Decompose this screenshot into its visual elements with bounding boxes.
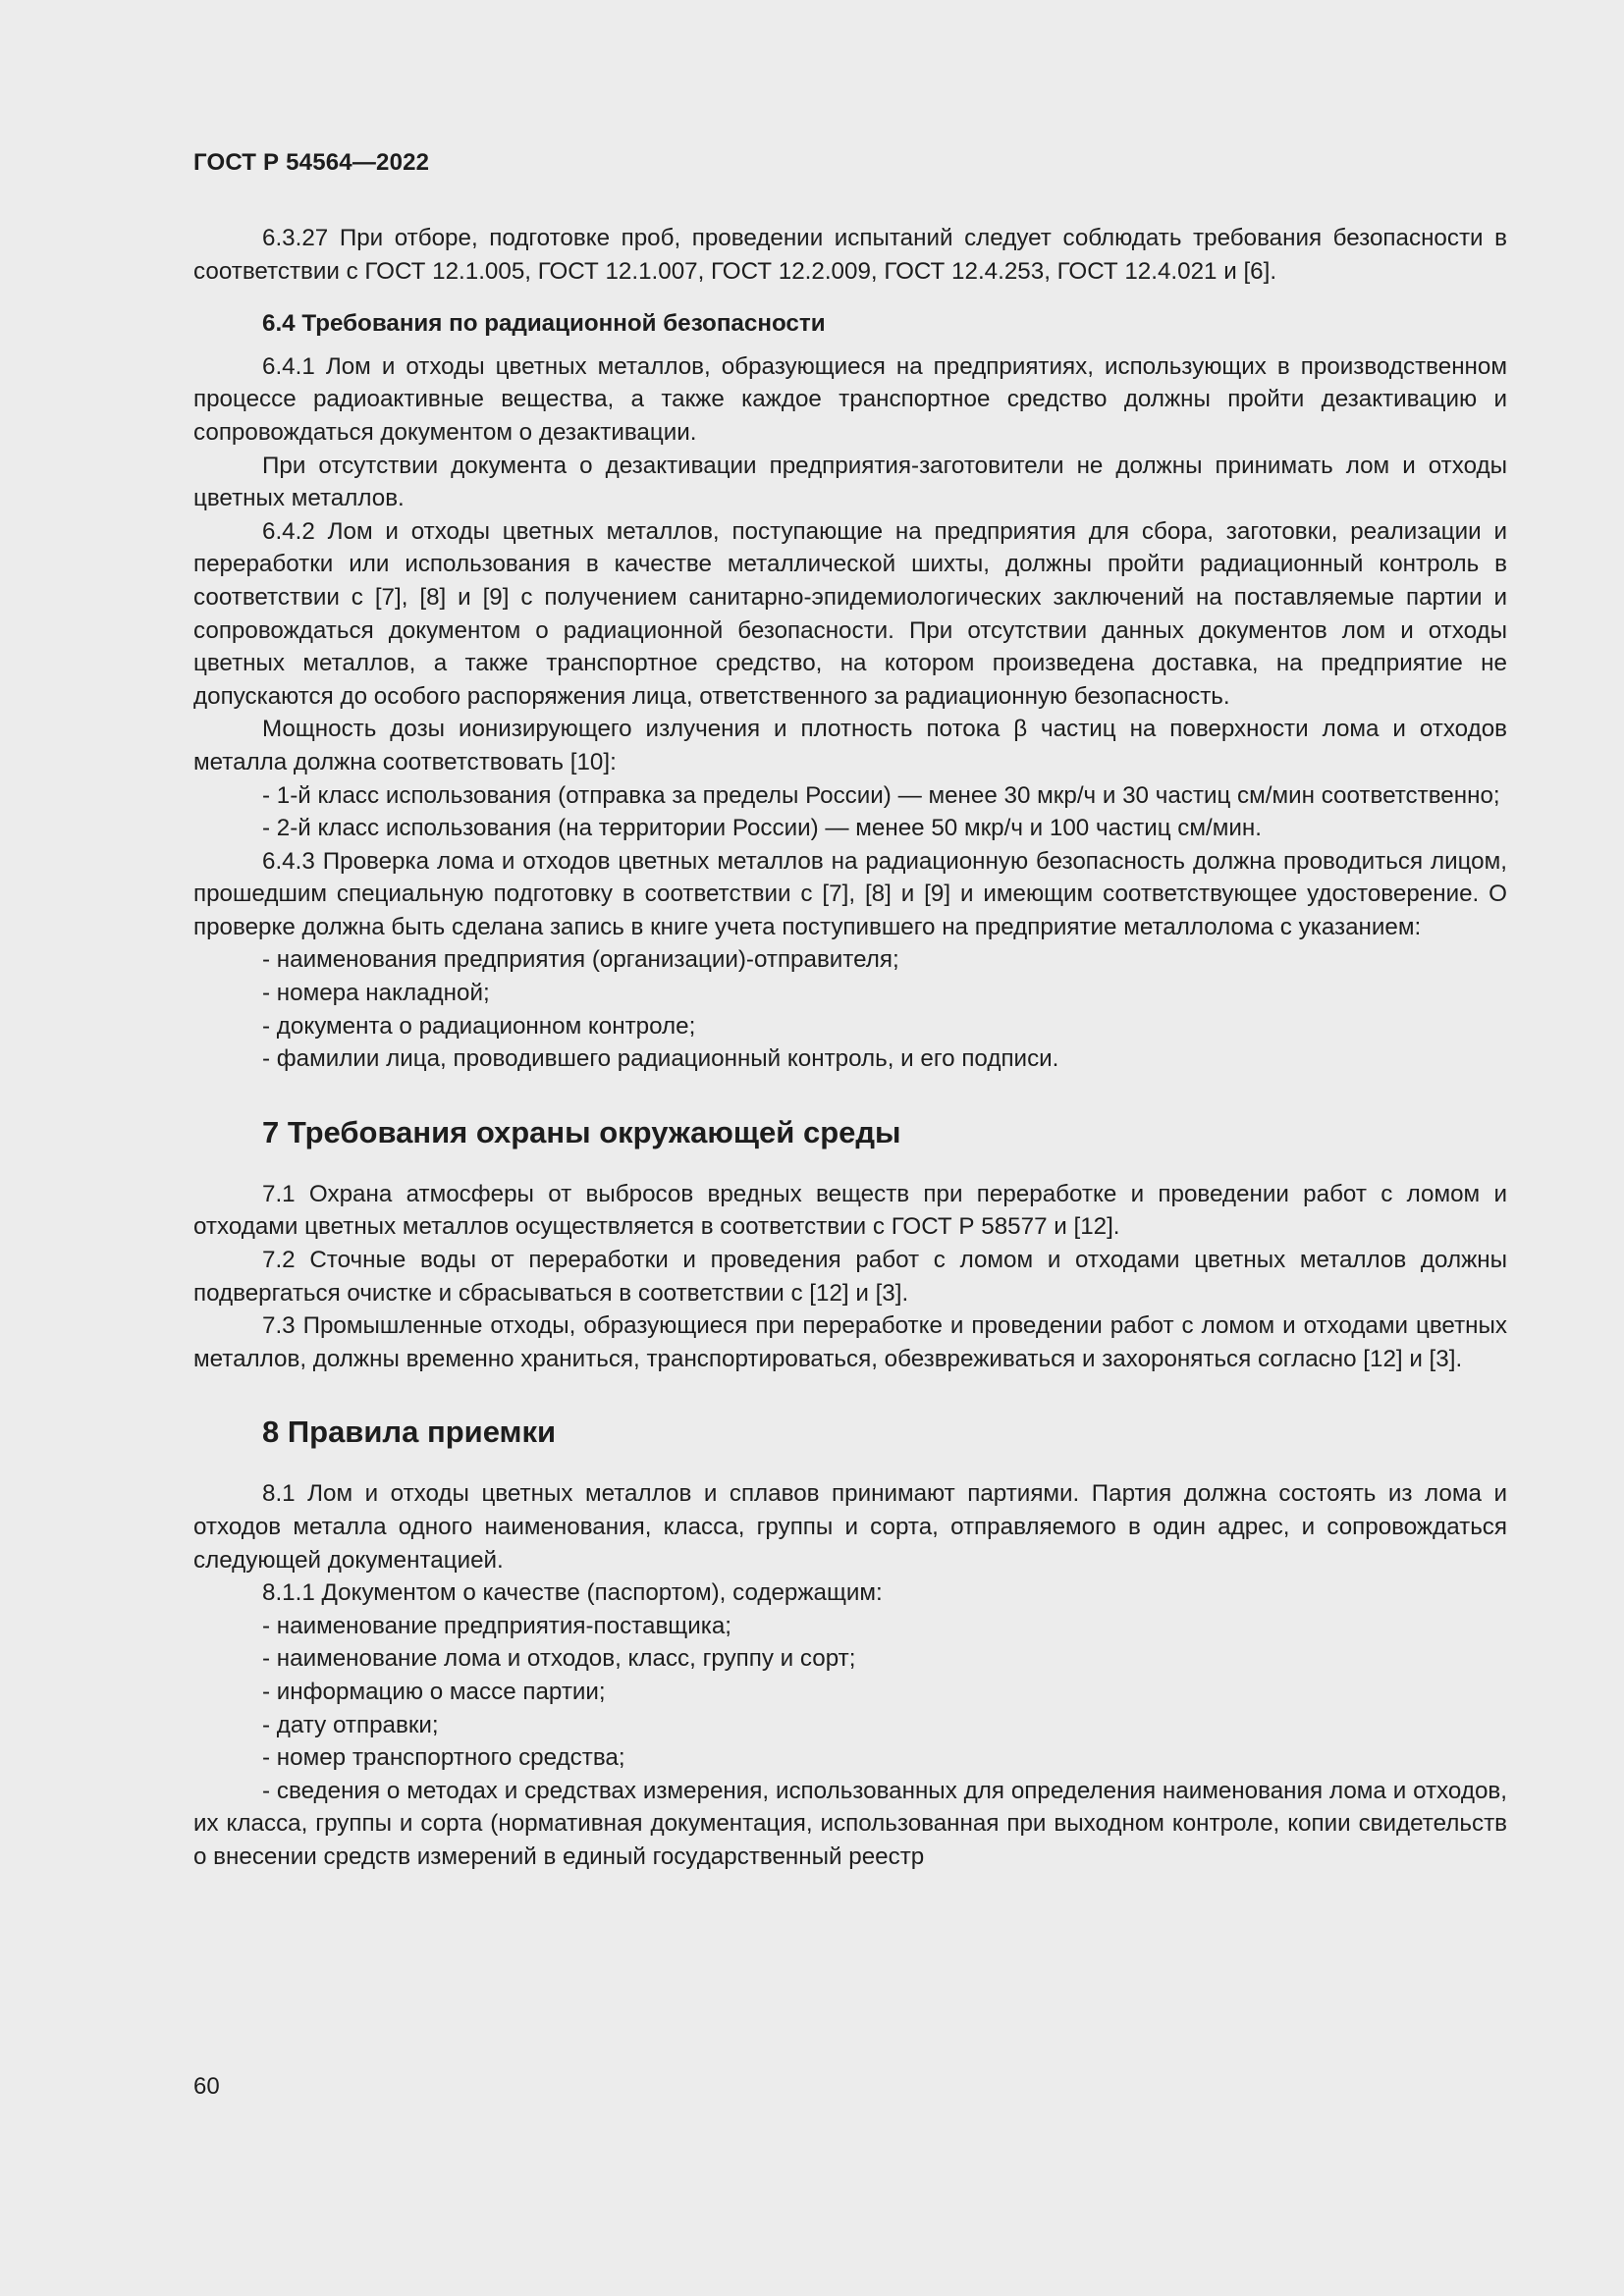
paragraph-7-3: 7.3 Промышленные отходы, образующиеся при переработке и проведении работ с ломом и отходами цветных металлов, должны временно храниться, транспортироваться, обезвреживаться и захороняться согласно [12] и [3].	[193, 1312, 1507, 1372]
paragraph-7-1: 7.1 Охрана атмосферы от выбросов вредных веществ при переработке и проведении работ с ломом и отходами цветных металлов осуществляется в соответствии с ГОСТ Р 58577 и [12].	[193, 1180, 1507, 1241]
page-body	[193, 222, 1507, 1874]
paragraph-6-4-1: 6.4.1 Лом и отходы цветных металлов, образующиеся на предприятиях, использующих в производственном процессе радиоактивные вещества, а также каждое транспортное средство должны пройти дезактивацию и сопровождаться документом о дезактивации.	[193, 352, 1507, 446]
list-item: - фамилии лица, проводившего радиационный контроль, и его подписи.	[262, 1045, 1059, 1073]
list-item: - информацию о массе партии;	[262, 1678, 606, 1705]
paragraph-6-4-1b: При отсутствии документа о дезактивации предприятия-заготовители не должны принимать лом и отходы цветных металлов.	[193, 452, 1507, 512]
list-item: - наименование лома и отходов, класс, группу и сорт;	[262, 1645, 856, 1673]
list-item-class-2: - 2-й класс использования (на территории России) — менее 50 мкр/ч и 100 частиц см/мин.	[262, 815, 1262, 842]
list-item-measurement-methods: - сведения о методах и средствах измерения, использованных для определения наименования лома и отходов, их класса, группы и сорта (нормативная документация, использованная при выходном контроле, копии свидетельств о внесении средств измерений в единый государственный реестр	[193, 1777, 1507, 1870]
paragraph-dose: Мощность дозы ионизирующего излучения и плотность потока β частиц на поверхности лома и отходов металла должна соответствовать [10]:	[193, 716, 1507, 775]
paragraph-8-1: 8.1 Лом и отходы цветных металлов и сплавов принимают партиями. Партия должна состоять из лома и отходов металла одного наименования, класса, группы и сорта, отправляемого в один адрес, и сопровождаться следующей документацией.	[193, 1480, 1507, 1574]
section-heading-6-4: 6.4 Требования по радиационной безопасности	[262, 310, 826, 338]
paragraph-6-4-3: 6.4.3 Проверка лома и отходов цветных металлов на радиационную безопасность должна проводиться лицом, прошедшим специальную подготовку в соответствии с [7], [8] и [9] и имеющим соответствующее удостоверение. О проверке должна быть сделана запись в книге учета поступившего на предприятие металлолома с указанием:	[193, 847, 1507, 940]
list-item: - номера накладной;	[262, 980, 490, 1007]
list-item: - дату отправки;	[262, 1711, 439, 1738]
page-number: 60	[193, 2073, 220, 2100]
list-item: - документа о радиационном контроле;	[262, 1012, 696, 1040]
paragraph-6-4-2: 6.4.2 Лом и отходы цветных металлов, поступающие на предприятия для сбора, заготовки, реализации и переработки или использования в качестве металлической шихты, должны пройти радиационный контроль в соответствии с [7], [8] и [9] с получением санитарно-эпидемиологических заключений на поставляемые партии и сопровождаться документом о радиационной безопасности. При отсутствии данных документов лом и отходы цветных металлов, а также транспортное средство, на котором произведена доставка, на предприятие не допускаются до особого распоряжения лица, ответственного за радиационную безопасность.	[193, 517, 1507, 710]
paragraph-8-1-1: 8.1.1 Документом о качестве (паспортом), содержащим:	[262, 1579, 883, 1607]
list-item: - наименования предприятия (организации)-отправителя;	[262, 946, 899, 974]
list-item: - наименование предприятия-поставщика;	[262, 1612, 731, 1639]
paragraph-7-2: 7.2 Сточные воды от переработки и проведения работ с ломом и отходами цветных металлов должны подвергаться очистке и сбрасываться в соответствии с [12] и [3].	[193, 1247, 1507, 1307]
list-item: - номер транспортного средства;	[262, 1744, 625, 1772]
paragraph-6-3-27: 6.3.27 При отборе, подготовке проб, проведении испытаний следует соблюдать требования безопасности в соответствии с ГОСТ 12.1.005, ГОСТ 12.1.007, ГОСТ 12.2.009, ГОСТ 12.4.253, ГОСТ 12.4.021 и [6].	[193, 225, 1507, 285]
list-item-class-1: - 1-й класс использования (отправка за пределы России) — менее 30 мкр/ч и 30 частиц см/мин соответственно;	[262, 781, 1500, 809]
document-header: ГОСТ Р 54564—2022	[193, 149, 430, 176]
section-heading-7: 7 Требования охраны окружающей среды	[262, 1114, 901, 1149]
section-heading-8: 8 Правила приемки	[262, 1415, 557, 1450]
